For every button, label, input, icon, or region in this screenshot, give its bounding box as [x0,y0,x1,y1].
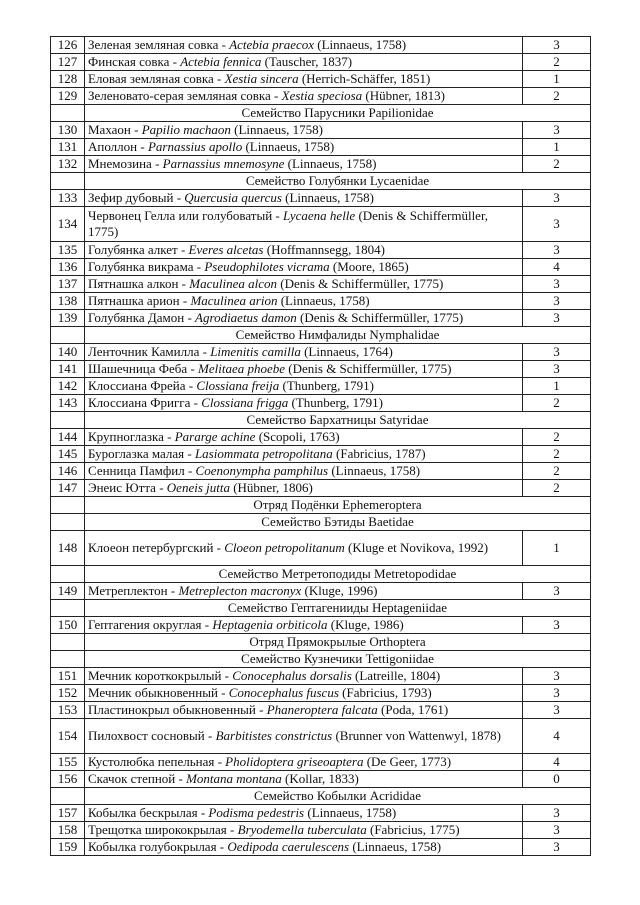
species-row [51,805,591,822]
species-row [51,395,591,412]
species-russian-name: Мечник обыкновенный - [88,685,229,700]
heading-num-cell [51,497,85,514]
species-authority: (Fabricius, 1793) [338,685,432,700]
species-name-cell [85,139,523,156]
species-row [51,344,591,361]
species-latin-name: Actebia praecox [229,37,315,52]
species-number: 159 [51,839,85,856]
species-russian-name: Трещотка ширококрылая - [88,822,238,837]
species-russian-name: Голубянка Дамон - [88,310,196,325]
species-row [51,719,591,754]
species-authority: (Linnaeus, 1758) [314,37,407,52]
species-russian-name: Буроглазка малая - [88,446,195,461]
rarity-category: 0 [523,771,591,788]
heading-num-cell [51,634,85,651]
species-latin-name: Maculinea alcon [189,276,277,291]
section-heading: Семейство Нимфалиды Nymphalidae [85,327,591,344]
species-name-cell [85,344,523,361]
rarity-category: 3 [523,122,591,139]
species-latin-name: Metreplecton macronyx [178,583,302,598]
rarity-category: 3 [523,344,591,361]
species-number: 157 [51,805,85,822]
species-name-cell [85,754,523,771]
species-number: 135 [51,242,85,259]
species-name-cell [85,480,523,497]
species-authority: (Poda, 1761) [377,702,449,717]
rarity-category: 3 [523,293,591,310]
species-latin-name: Barbitistes constrictus [215,728,333,743]
species-authority: (Hübner, 1806) [229,480,313,495]
species-number: 155 [51,754,85,771]
species-authority: (Linnaeus, 1758) [328,463,421,478]
species-authority: (Linnaeus, 1764) [300,344,393,359]
species-russian-name: Махаон - [88,122,142,137]
section-heading-row [51,412,591,429]
species-number: 146 [51,463,85,480]
species-latin-name: Quercusia quercus [184,190,282,205]
rarity-category: 2 [523,88,591,105]
species-name-cell [85,531,523,566]
species-latin-name: Lasiommata petropolitana [194,446,333,461]
heading-num-cell [51,514,85,531]
species-row [51,207,591,242]
species-latin-name: Pararge achine [174,429,256,444]
species-latin-name: Heptagenia orbiticola [212,617,328,632]
species-russian-name: Энеис Ютта - [88,480,167,495]
species-number: 142 [51,378,85,395]
species-row [51,71,591,88]
species-number: 153 [51,702,85,719]
species-row [51,190,591,207]
species-authority: (Linnaeus, 1758) [242,139,335,154]
section-heading-row [51,566,591,583]
species-number: 145 [51,446,85,463]
rarity-category: 3 [523,822,591,839]
section-heading-row [51,634,591,651]
section-heading-row [51,514,591,531]
species-russian-name: Зеленая земляная совка - [88,37,230,52]
species-authority: (Linnaeus, 1758) [281,190,374,205]
species-row [51,276,591,293]
species-latin-name: Conocephalus fuscus [228,685,339,700]
species-authority: (Denis & Schiffermüller, 1775) [88,208,489,239]
species-number: 134 [51,207,85,242]
species-authority: (De Geer, 1773) [363,754,452,769]
species-latin-name: Xestia sincera [224,71,299,86]
species-authority: (Thunberg, 1791) [288,395,383,410]
heading-num-cell [51,105,85,122]
species-authority: (Moore, 1865) [329,259,409,274]
species-authority: (Herrich-Schäffer, 1851) [298,71,431,86]
species-number: 138 [51,293,85,310]
species-name-cell [85,54,523,71]
species-latin-name: Conocephalus dorsalis [232,668,352,683]
species-latin-name: Pholidoptera griseoaptera [225,754,364,769]
species-authority: (Kluge et Novikova, 1992) [344,540,489,555]
species-latin-name: Podisma pedestris [208,805,305,820]
species-latin-name: Melitaea phoebe [198,361,286,376]
species-latin-name: Coenonympha pamphilus [195,463,329,478]
heading-num-cell [51,412,85,429]
species-authority: (Hoffmannsegg, 1804) [263,242,385,257]
species-russian-name: Крупноглазка - [88,429,175,444]
rarity-category: 3 [523,702,591,719]
rarity-category: 4 [523,719,591,754]
species-authority: (Denis & Schiffermüller, 1775) [276,276,444,291]
species-russian-name: Гептагения округлая - [88,617,213,632]
rarity-category: 1 [523,139,591,156]
species-number: 136 [51,259,85,276]
species-row [51,668,591,685]
species-number: 132 [51,156,85,173]
species-row [51,378,591,395]
species-name-cell [85,719,523,754]
section-heading-row [51,497,591,514]
species-row [51,122,591,139]
rarity-category: 3 [523,276,591,293]
species-number: 129 [51,88,85,105]
species-russian-name: Голубянка викрама - [88,259,205,274]
species-row [51,259,591,276]
section-heading: Семейство Бархатницы Satyridae [85,412,591,429]
rarity-category: 2 [523,446,591,463]
species-number: 139 [51,310,85,327]
species-row [51,480,591,497]
species-name-cell [85,190,523,207]
species-latin-name: Papilio machaon [141,122,231,137]
species-name-cell [85,122,523,139]
section-heading-row [51,327,591,344]
species-russian-name: Мечник короткокрылый - [88,668,233,683]
species-name-cell [85,771,523,788]
species-name-cell [85,702,523,719]
species-latin-name: Clossiana frigga [201,395,289,410]
rarity-category: 2 [523,156,591,173]
section-heading: Семейство Парусники Papilionidae [85,105,591,122]
species-russian-name: Голубянка алкет - [88,242,189,257]
species-authority: (Kluge, 1996) [301,583,378,598]
species-name-cell [85,463,523,480]
species-row [51,839,591,856]
species-latin-name: Maculinea arion [190,293,278,308]
species-row [51,771,591,788]
heading-num-cell [51,788,85,805]
species-name-cell [85,156,523,173]
species-latin-name: Phaneroptera falcata [266,702,378,717]
section-heading: Семейство Голубянки Lycaenidae [85,173,591,190]
species-number: 151 [51,668,85,685]
species-name-cell [85,446,523,463]
species-number: 126 [51,37,85,54]
species-authority: (Denis & Schiffermüller, 1775) [285,361,452,376]
species-latin-name: Bryodemella tuberculata [237,822,367,837]
species-row [51,685,591,702]
species-russian-name: Еловая земляная совка - [88,71,225,86]
species-row [51,583,591,600]
species-name-cell [85,310,523,327]
species-name-cell [85,583,523,600]
species-authority: (Linnaeus, 1758) [349,839,442,854]
rarity-category: 2 [523,54,591,71]
species-russian-name: Метреплектон - [88,583,179,598]
species-latin-name: Agrodiaetus damon [195,310,297,325]
species-number: 133 [51,190,85,207]
species-authority: (Linnaeus, 1758) [277,293,370,308]
heading-num-cell [51,600,85,617]
species-row [51,54,591,71]
species-row [51,139,591,156]
species-authority: (Thunberg, 1791) [279,378,374,393]
rarity-category: 4 [523,754,591,771]
species-authority: (Kollar, 1833) [281,771,359,786]
section-heading-row [51,651,591,668]
rarity-category: 3 [523,668,591,685]
species-russian-name: Пятнашка алкон - [88,276,190,291]
species-russian-name: Ленточник Камилла - [88,344,211,359]
species-row [51,463,591,480]
species-number: 152 [51,685,85,702]
heading-num-cell [51,173,85,190]
species-name-cell [85,242,523,259]
species-number: 158 [51,822,85,839]
species-authority: (Linnaeus, 1758) [284,156,377,171]
rarity-category: 3 [523,617,591,634]
species-authority: (Tauscher, 1837) [261,54,353,69]
species-authority: (Kluge, 1986) [327,617,404,632]
rarity-category: 1 [523,531,591,566]
section-heading-row [51,105,591,122]
species-russian-name: Аполлон - [88,139,148,154]
species-row [51,242,591,259]
section-heading: Семейство Бэтиды Baetidae [85,514,591,531]
species-name-cell [85,617,523,634]
section-heading: Семейство Гептагенииды Heptageniidae [85,600,591,617]
species-authority: (Fabricius, 1787) [332,446,426,461]
species-name-cell [85,822,523,839]
section-heading: Отряд Подёнки Ephemeroptera [85,497,591,514]
species-russian-name: Клоеон петербургский - [88,540,225,555]
species-authority: (Fabricius, 1775) [366,822,460,837]
rarity-category: 3 [523,583,591,600]
species-russian-name: Клоссиана Фригга - [88,395,202,410]
rarity-category: 2 [523,463,591,480]
species-row [51,617,591,634]
section-heading: Семейство Кузнечики Tettigoniidae [85,651,591,668]
species-row [51,429,591,446]
rarity-category: 3 [523,37,591,54]
rarity-category: 2 [523,480,591,497]
section-heading-row [51,173,591,190]
species-number: 154 [51,719,85,754]
species-russian-name: Мнемозина - [88,156,163,171]
species-number: 130 [51,122,85,139]
species-authority: (Hübner, 1813) [362,88,446,103]
rarity-category: 2 [523,429,591,446]
species-number: 143 [51,395,85,412]
species-row [51,293,591,310]
species-latin-name: Clossiana freija [196,378,280,393]
species-table [50,36,591,856]
species-authority: (Denis & Schiffermüller, 1775) [296,310,464,325]
species-name-cell [85,685,523,702]
species-latin-name: Limenitis camilla [210,344,301,359]
species-row [51,754,591,771]
rarity-category: 3 [523,207,591,242]
species-russian-name: Пластинокрыл обыкновенный - [88,702,267,717]
species-authority: (Brunner von Wattenwyl, 1878) [332,728,501,743]
species-russian-name: Кобылка бескрылая - [88,805,209,820]
species-russian-name: Червонец Гелла или голубоватый - [88,208,284,223]
species-row [51,822,591,839]
rarity-category: 3 [523,839,591,856]
rarity-category: 2 [523,395,591,412]
species-row [51,156,591,173]
species-row [51,702,591,719]
species-latin-name: Everes alcetas [188,242,264,257]
species-number: 141 [51,361,85,378]
species-latin-name: Parnassius mnemosyne [162,156,285,171]
species-name-cell [85,276,523,293]
section-heading: Семейство Кобылки Acrididae [85,788,591,805]
heading-num-cell [51,566,85,583]
rarity-category: 1 [523,378,591,395]
species-russian-name: Кустолюбка пепельная - [88,754,226,769]
species-latin-name: Actebia fennica [180,54,262,69]
species-number: 147 [51,480,85,497]
species-russian-name: Зеленовато-серая земляная совка - [88,88,282,103]
species-number: 128 [51,71,85,88]
section-heading: Отряд Прямокрылые Orthoptera [85,634,591,651]
species-russian-name: Шашечница Феба - [88,361,199,376]
species-name-cell [85,839,523,856]
species-latin-name: Lycaena helle [283,208,356,223]
species-russian-name: Зефир дубовый - [88,190,185,205]
section-heading-row [51,788,591,805]
heading-num-cell [51,327,85,344]
species-name-cell [85,88,523,105]
species-number: 137 [51,276,85,293]
species-latin-name: Pseudophilotes vicrama [204,259,330,274]
section-heading-row [51,600,591,617]
species-name-cell [85,361,523,378]
species-name-cell [85,71,523,88]
species-name-cell [85,395,523,412]
species-row [51,310,591,327]
species-number: 148 [51,531,85,566]
species-latin-name: Parnassius apollo [147,139,243,154]
species-latin-name: Oeneis jutta [166,480,230,495]
species-row [51,88,591,105]
species-row [51,361,591,378]
species-latin-name: Montana montana [186,771,282,786]
species-number: 144 [51,429,85,446]
document-page [50,36,590,856]
species-authority: (Linnaeus, 1758) [230,122,323,137]
species-row [51,446,591,463]
species-name-cell [85,207,523,242]
rarity-category: 4 [523,259,591,276]
species-authority: (Linnaeus, 1758) [304,805,397,820]
species-number: 131 [51,139,85,156]
species-name-cell [85,378,523,395]
species-russian-name: Кобылка голубокрылая - [88,839,228,854]
species-name-cell [85,37,523,54]
species-number: 149 [51,583,85,600]
species-latin-name: Oedipoda caerulescens [227,839,350,854]
species-number: 140 [51,344,85,361]
species-russian-name: Скачок степной - [88,771,187,786]
species-russian-name: Пятнашка арион - [88,293,191,308]
species-name-cell [85,805,523,822]
rarity-category: 3 [523,242,591,259]
species-name-cell [85,293,523,310]
species-name-cell [85,668,523,685]
rarity-category: 3 [523,310,591,327]
species-latin-name: Cloeon petropolitanum [224,540,345,555]
rarity-category: 3 [523,685,591,702]
species-name-cell [85,259,523,276]
species-row [51,37,591,54]
species-table-body [51,37,591,856]
rarity-category: 1 [523,71,591,88]
species-number: 150 [51,617,85,634]
species-russian-name: Финская совка - [88,54,181,69]
section-heading: Семейство Метретоподиды Metretopodidae [85,566,591,583]
species-authority: (Scopoli, 1763) [255,429,340,444]
rarity-category: 3 [523,805,591,822]
species-row [51,531,591,566]
species-russian-name: Клоссиана Фрейа - [88,378,197,393]
rarity-category: 3 [523,190,591,207]
species-authority: (Latreille, 1804) [351,668,441,683]
species-russian-name: Пилохвост сосновый - [88,728,216,743]
species-latin-name: Xestia speciosa [281,88,363,103]
species-russian-name: Сенница Памфил - [88,463,196,478]
rarity-category: 3 [523,361,591,378]
heading-num-cell [51,651,85,668]
species-number: 127 [51,54,85,71]
species-number: 156 [51,771,85,788]
species-name-cell [85,429,523,446]
